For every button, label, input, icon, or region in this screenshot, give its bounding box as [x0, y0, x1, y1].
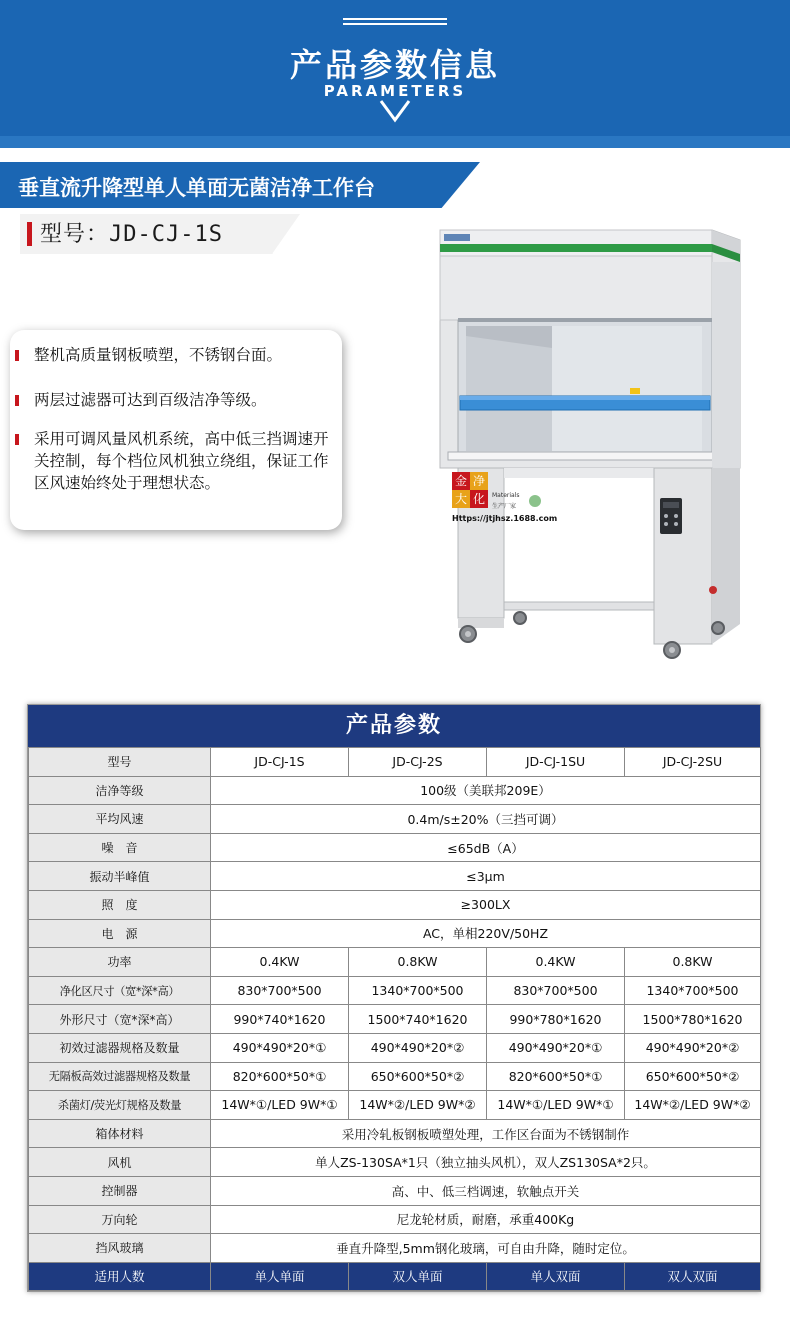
feature-marker	[15, 395, 19, 406]
table-row	[29, 1234, 761, 1263]
banner-subtitle: PARAMETERS	[323, 82, 467, 100]
table-row	[29, 919, 761, 948]
table-row	[29, 833, 761, 862]
table-row-label: 平均风速	[29, 805, 211, 834]
table-row	[29, 1119, 761, 1148]
chevron-down-icon	[378, 98, 412, 124]
model-label: 型号：JD-CJ-1S	[40, 222, 223, 247]
table-cell: 单人ZS-130SA*1只（独立抽头风机），双人ZS130SA*2只。	[211, 1148, 761, 1177]
table-row	[29, 976, 761, 1005]
table-row-label: 万向轮	[29, 1205, 211, 1234]
table-row-label: 杀菌灯/荧光灯规格及数量	[29, 1091, 211, 1120]
table-row-label: 电 源	[29, 919, 211, 948]
table-cell: 990*740*1620	[211, 1005, 349, 1034]
table-cell: 14W*①/LED 9W*①	[211, 1091, 349, 1120]
watermark-url: Https://jtjhsz.1688.com	[452, 514, 558, 523]
table-row-label: 照 度	[29, 890, 211, 919]
table-row	[29, 862, 761, 891]
table-cell: 1340*700*500	[349, 976, 487, 1005]
table-cell: 490*490*20*①	[487, 1033, 625, 1062]
table-row-label: 功率	[29, 948, 211, 977]
table-row	[29, 1005, 761, 1034]
clean-bench-image	[430, 218, 760, 668]
table-cell: 650*600*50*②	[349, 1062, 487, 1091]
table-row	[29, 805, 761, 834]
table-cell: 830*700*500	[487, 976, 625, 1005]
table-row-label: 无隔板高效过滤器规格及数量	[29, 1062, 211, 1091]
table-cell: 0.4KW	[487, 948, 625, 977]
table-cell: 490*490*20*①	[211, 1033, 349, 1062]
table-row-label: 箱体材料	[29, 1119, 211, 1148]
table-row	[29, 948, 761, 977]
table-row	[29, 890, 761, 919]
table-cell: 双人双面	[625, 1262, 761, 1291]
table-row-label: 洁净等级	[29, 776, 211, 805]
table-cell: 14W*②/LED 9W*②	[349, 1091, 487, 1120]
table-cell: 650*600*50*②	[625, 1062, 761, 1091]
table-cell: 尼龙轮材质，耐磨，承重400Kg	[211, 1205, 761, 1234]
table-cell: AC，单相220V/50HZ	[211, 919, 761, 948]
table-row-label: 净化区尺寸（宽*深*高）	[29, 976, 211, 1005]
table-cell: 830*700*500	[211, 976, 349, 1005]
table-cell: 0.4m/s±20%（三挡可调）	[211, 805, 761, 834]
table-row	[29, 1091, 761, 1120]
watermark-cn: 生产厂家	[492, 503, 517, 510]
table-cell: 490*490*20*②	[625, 1033, 761, 1062]
table-cell: ≥300LX	[211, 890, 761, 919]
leaf-icon	[528, 494, 542, 508]
model-marker	[27, 222, 32, 246]
watermark-char: 大	[452, 490, 470, 508]
banner-stripe	[0, 136, 790, 148]
product-title: 垂直流升降型单人单面无菌洁净工作台	[18, 176, 375, 200]
table-row	[29, 1148, 761, 1177]
table-row-label: 控制器	[29, 1176, 211, 1205]
table-cell: 单人单面	[211, 1262, 349, 1291]
table-row-label: 挡风玻璃	[29, 1234, 211, 1263]
banner-title: 产品参数信息	[289, 46, 500, 84]
table-row	[29, 748, 761, 777]
table-cell: 0.8KW	[625, 948, 761, 977]
brand-watermark	[452, 470, 558, 528]
table-cell: 820*600*50*①	[487, 1062, 625, 1091]
feature-marker	[15, 350, 19, 361]
table-row-label: 风机	[29, 1148, 211, 1177]
table-cell: 1500*740*1620	[349, 1005, 487, 1034]
table-cell: 高、中、低三档调速，软触点开关	[211, 1176, 761, 1205]
table-cell: JD-CJ-1S	[211, 748, 349, 777]
table-row	[29, 1176, 761, 1205]
header-banner	[0, 0, 790, 148]
table-cell: JD-CJ-2SU	[625, 748, 761, 777]
table-cell: 990*780*1620	[487, 1005, 625, 1034]
feature-item: 两层过滤器可达到百级洁净等级。	[34, 391, 267, 409]
table-cell: ≤3μm	[211, 862, 761, 891]
banner-decoration	[343, 18, 447, 26]
table-cell: 100级（美联邦209E）	[211, 776, 761, 805]
table-cell: 0.4KW	[211, 948, 349, 977]
feature-item: 采用可调风量风机系统，高中低三挡调速开关控制，每个档位风机独立绕组，保证工作区风速始终处于理想状态。	[34, 430, 329, 492]
table-cell: 1500*780*1620	[625, 1005, 761, 1034]
table-row-label: 噪 音	[29, 833, 211, 862]
table-cell: 820*600*50*①	[211, 1062, 349, 1091]
table-cell: 490*490*20*②	[349, 1033, 487, 1062]
watermark-char: 净	[470, 472, 488, 490]
watermark-char: 化	[470, 490, 488, 508]
table-cell: ≤65dB（A）	[211, 833, 761, 862]
params-table-title: 产品参数	[28, 705, 760, 747]
table-row	[29, 1205, 761, 1234]
table-row-label: 初效过滤器规格及数量	[29, 1033, 211, 1062]
table-row-label: 振动半峰值	[29, 862, 211, 891]
table-row	[29, 776, 761, 805]
table-cell: JD-CJ-1SU	[487, 748, 625, 777]
params-table-body	[29, 748, 761, 1291]
table-row-label: 外形尺寸（宽*深*高）	[29, 1005, 211, 1034]
watermark-char: 金	[452, 472, 470, 490]
table-cell: 14W*①/LED 9W*①	[487, 1091, 625, 1120]
params-table-panel	[27, 704, 761, 1292]
table-row	[29, 1262, 761, 1291]
table-cell: 1340*700*500	[625, 976, 761, 1005]
table-cell: 适用人数	[29, 1262, 211, 1291]
table-cell: 采用冷轧板钢板喷塑处理，工作区台面为不锈钢制作	[211, 1119, 761, 1148]
feature-marker	[15, 434, 19, 445]
table-row	[29, 1062, 761, 1091]
table-cell: 14W*②/LED 9W*②	[625, 1091, 761, 1120]
table-row	[29, 1033, 761, 1062]
table-cell: 单人双面	[487, 1262, 625, 1291]
watermark-en: Materials	[492, 492, 520, 499]
table-cell: 双人单面	[349, 1262, 487, 1291]
table-cell: 垂直升降型,5mm钢化玻璃，可自由升降，随时定位。	[211, 1234, 761, 1263]
table-cell: 0.8KW	[349, 948, 487, 977]
feature-item: 整机高质量钢板喷塑，不锈钢台面。	[34, 346, 283, 364]
table-row-label: 型号	[29, 748, 211, 777]
table-cell: JD-CJ-2S	[349, 748, 487, 777]
params-table	[28, 747, 761, 1291]
